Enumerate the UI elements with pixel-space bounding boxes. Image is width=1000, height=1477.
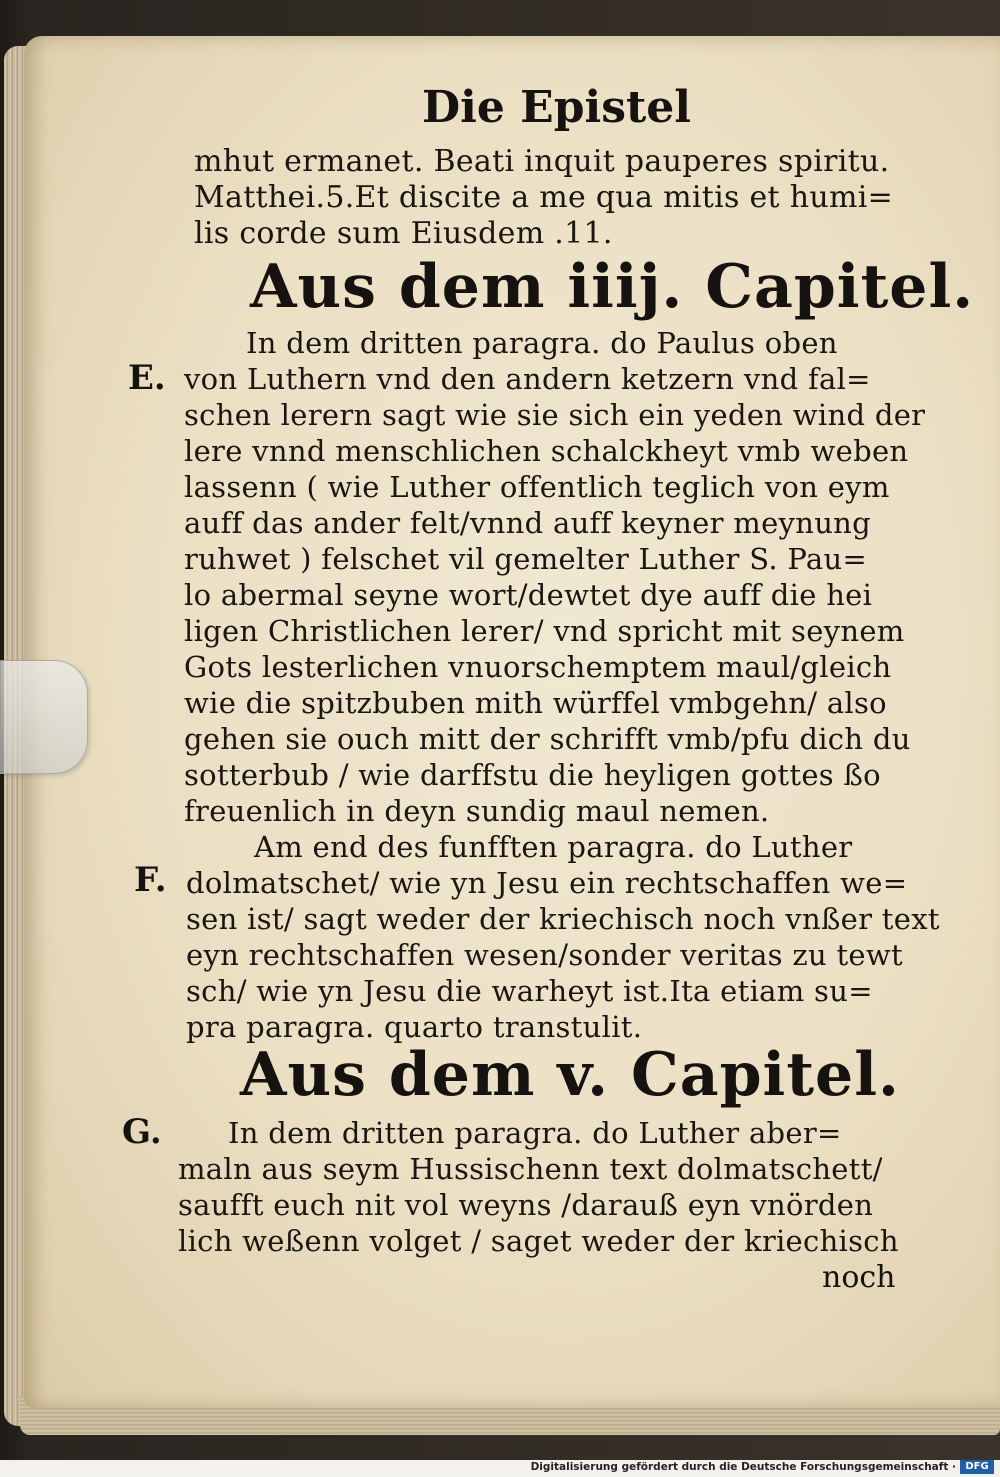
chapter-heading-v: Aus dem v. Capitel. (240, 1040, 900, 1110)
text-line: ligen Christlichen lerer/ vnd spricht mit seynem (184, 614, 905, 648)
footer-credit: Digitalisierung gefördert durch die Deutsche Forschungsgemeinschaft · (530, 1461, 956, 1473)
margin-marker-f: F. (134, 860, 167, 900)
text-line: lich weßenn volget / saget weder der kriechisch (178, 1224, 899, 1258)
text-line: pra paragra. quarto transtulit. (186, 1010, 643, 1044)
text-line: In dem dritten paragra. do Paulus oben (246, 326, 838, 360)
text-line: lassenn ( wie Luther offentlich teglich von eym (184, 470, 890, 504)
text-line: lere vnnd menschlichen schalckheyt vmb weben (184, 434, 909, 468)
text-line: ruhwet ) felschet vil gemelter Luther S. Pau= (184, 542, 868, 576)
text-line: eyn rechtschaffen wesen/sonder veritas zu tewt (186, 938, 903, 972)
text-line: lo abermal seyne wort/dewtet dye auff die hei (184, 578, 873, 612)
text-line: maln aus seym Hussischenn text dolmatschett/ (178, 1152, 883, 1186)
margin-marker-g: G. (122, 1112, 162, 1152)
text-line: sen ist/ sagt weder der kriechisch noch vnßer text (186, 902, 940, 936)
intro-line: lis corde sum Eiusdem .11. (194, 216, 613, 251)
text-line: Am end des funfften paragra. do Luther (254, 830, 853, 864)
catchword: noch (822, 1260, 896, 1295)
running-head: Die Epistel (422, 82, 692, 133)
text-line: wie die spitzbuben mith würffel vmbgehn/ also (184, 686, 887, 720)
intro-line: mhut ermanet. Beati inquit pauperes spiritu. (194, 144, 890, 179)
text-line: freuenlich in deyn sundig maul nemen. (184, 794, 770, 828)
intro-line: Matthei.5.Et discite a me qua mitis et humi= (194, 180, 894, 215)
text-line: gehen sie ouch mitt der schrifft vmb/pfu dich du (184, 722, 911, 756)
text-line: von Luthern vnd den andern ketzern vnd fal= (184, 362, 871, 396)
margin-marker-e: E. (128, 358, 166, 398)
text-line: sotterbub / wie darffstu die heyligen gottes ßo (184, 758, 881, 792)
chapter-heading-iiij: Aus dem iiij. Capitel. (250, 252, 975, 322)
text-line: In dem dritten paragra. do Luther aber= (228, 1116, 842, 1150)
book-page (24, 36, 1000, 1408)
page-clip (0, 660, 88, 774)
text-line: schen lerern sagt wie sie sich ein yeden wind der (184, 398, 926, 432)
text-line: saufft euch nit vol weyns /darauß eyn vnörden (178, 1188, 874, 1222)
text-line: auff das ander felt/vnnd auff keyner meynung (184, 506, 872, 540)
dfg-logo: DFG (960, 1460, 994, 1474)
text-line: dolmatschet/ wie yn Jesu ein rechtschaffen we= (186, 866, 908, 900)
text-line: sch/ wie yn Jesu die warheyt ist.Ita etiam su= (186, 974, 873, 1008)
text-line: Gots lesterlichen vnuorschemptem maul/gleich (184, 650, 892, 684)
